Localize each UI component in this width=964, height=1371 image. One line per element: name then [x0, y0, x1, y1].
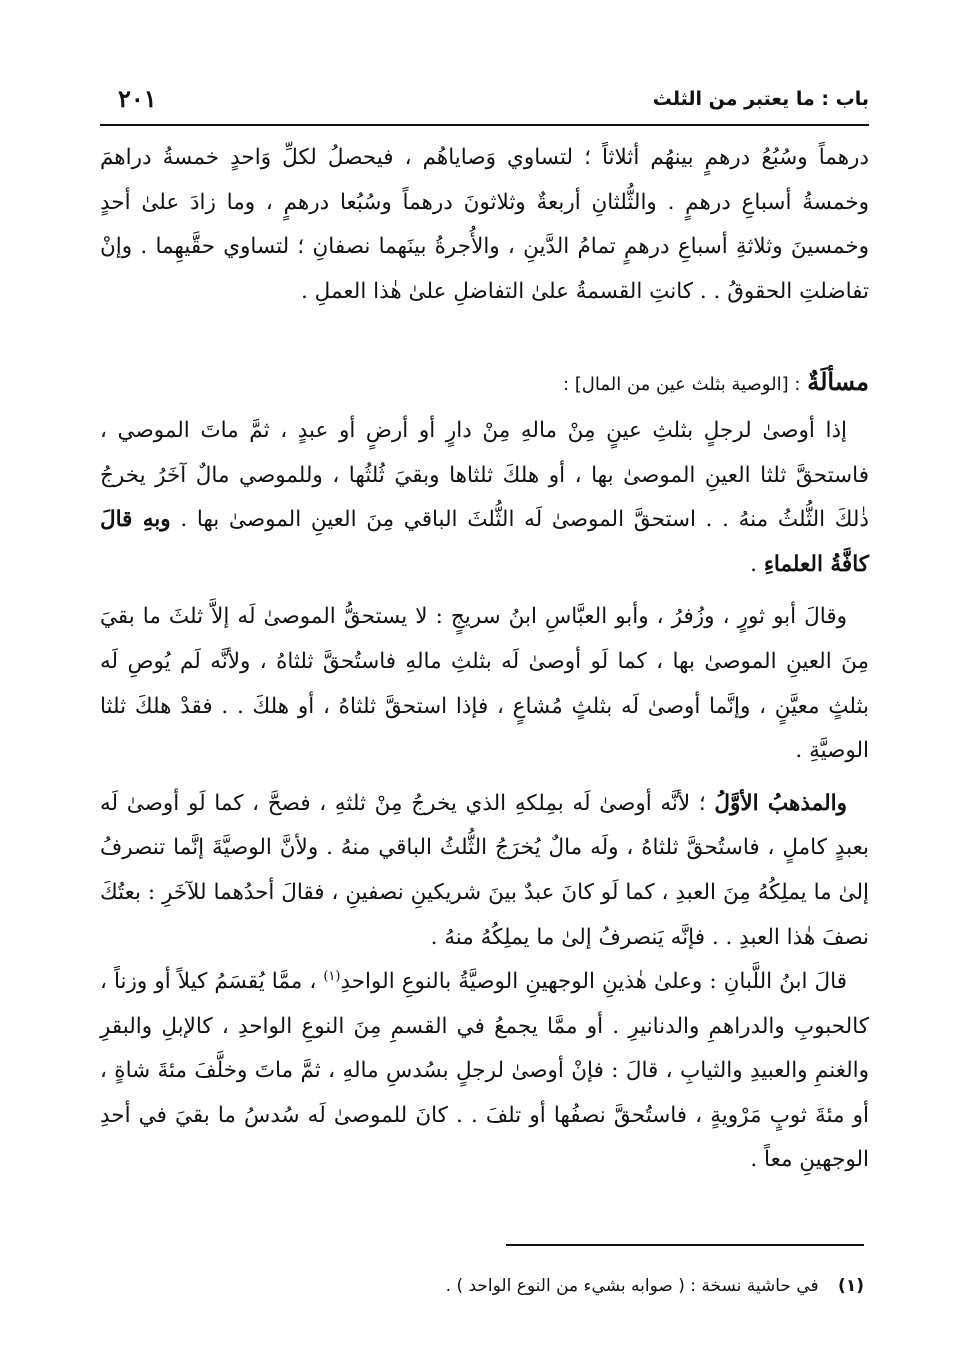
footnote	[100, 1276, 864, 1296]
paragraph-3: وقالَ أبو ثورٍ ، وزُفرُ ، وأبو العبَّاسِ ابنُ سريجٍ : لا يستحقُّ الموصىٰ لَه إلاَّ ثلثَ ما بقيَ مِنَ العينِ الموصىٰ بها ، كما لَو أوصىٰ لَه بثلثِ مالهِ فاستُحقَّ ثلثاهُ ، ولأنَّه لَم يُوصِ لَه بثلثٍ معيَّنٍ ، وإنَّما أوصىٰ لَه بثلثٍ مُشاعٍ ، فإذا استحقَّ ثلثاهُ ، أو هلكَ . . فقدْ هلكَ ثلثا الوصيَّةِ .	[100, 604, 869, 764]
footnote-separator	[506, 1244, 864, 1246]
footnote-reference[interactable]: (١)	[323, 968, 341, 984]
paragraph-2	[100, 409, 869, 587]
footnote-number: (١)	[838, 1276, 864, 1296]
paragraph-4-rest: ؛ لأنَّه أوصىٰ لَه بمِلكهِ الذي يخرجُ مِنْ ثلثهِ ، فصحَّ ، كما لَو أوصىٰ لَه بعبدٍ كاملٍ ، فاستُحقَّ ثلثاهُ ، ولَه مالٌ يُخرَجُ الثُّلثُ الباقي منهُ . ولأنَّ الوصيَّةَ إنَّما تنصرفُ إلىٰ ما يملِكُهُ مِنَ العبدِ ، كما لَو كانَ عبدٌ بينَ شريكينِ نصفينِ ، فقالَ أحدُهما للآخَرِ : بعتُكَ نصفَ هٰذا العبدِ . . فإنَّه يَنصرفُ إلىٰ ما يملِكُهُ منهُ .	[100, 790, 869, 950]
paragraph-5	[100, 960, 869, 1183]
section-subtitle: : [الوصية بثلث عين من المال] :	[562, 374, 801, 396]
page-header	[100, 78, 869, 126]
paragraph-2-bold: وبهِ قالَ كافَّةُ العلماءِ	[100, 507, 869, 577]
paragraph-4	[100, 782, 869, 960]
running-title: باب : ما يعتبر من الثلث	[652, 88, 869, 110]
footnote-text: في حاشية نسخة : ( صوابه بشيء من النوع الواحد ) .	[445, 1276, 819, 1296]
paragraph-5-a: قالَ ابنُ اللَّبانِ : وعلىٰ هٰذينِ الوجهينِ الوصيَّةُ بالنوعِ الواحدِ	[340, 969, 847, 995]
paragraph-1: درهماً وسُبُعُ درهمٍ بينهُم أثلاثاً ؛ لتساوي وَصاياهُم ، فيحصلُ لكلِّ وَاحدٍ خمسةُ دراهمَ وخمسةُ أسباعِ درهمٍ . والثُّلثانِ أربعةٌ وثلاثونَ درهماً وسُبُعا درهمٍ ، وما زادَ علىٰ أحدٍ وخمسينَ وثلاثةِ أسباعِ درهمٍ تمامُ الدَّينِ ، والأُجرةُ بينَهما نصفانِ ؛ لتساوي حقَّيهِما . وإنْ تفاضلتِ الحقوقُ . . كانتِ القسمةُ علىٰ التفاضلِ علىٰ هٰذا العملِ .	[100, 145, 869, 304]
section-heading	[100, 360, 869, 408]
section-title: مسألَةٌ	[807, 367, 869, 397]
paragraph-2-main: إذا أوصىٰ لرجلٍ بثلثِ عينٍ مِنْ مالهِ مِنْ دارٍ أو أرضٍ أو عبدٍ ، ثمَّ ماتَ الموصي ، فاستحقَّ ثلثا العينِ الموصىٰ بها ، أو هلكَ ثلثاها وبقيَ ثُلثُها ، وللموصي مالٌ آخَرُ يخرجُ ذٰلكَ الثُّلثُ منهُ . . استحقَّ الموصىٰ لَه الثُّلثَ الباقي مِنَ العينِ الموصىٰ بها .	[100, 417, 869, 533]
paragraph-2-end: .	[750, 551, 764, 577]
paragraph-4-bold: والمذهبُ الأوَّلُ	[714, 790, 847, 816]
page-body	[100, 136, 869, 1183]
page-number: ٢٠١	[118, 84, 157, 113]
paragraph-5-b: ، ممَّا يُقسَمُ كيلاً أو وزناً ، كالحبوبِ والدراهمِ والدنانيرِ . أو ممَّا يجمعُ في القسمِ مِنَ النوعِ الواحدِ ، كالإبلِ والبقرِ والغنمِ والعبيدِ والثيابِ ، قالَ : فإنْ أوصىٰ لرجلٍ بسُدسِ مالهِ ، ثمَّ ماتَ وخلَّفَ مئةَ شاةٍ ، أو مئةَ ثوبٍ مَرْويةٍ ، فاستُحقَّ نصفُها أو تلفَ . . كانَ للموصىٰ لَه سُدسُ ما بقيَ في أحدِ الوجهينِ معاً .	[100, 969, 869, 1173]
